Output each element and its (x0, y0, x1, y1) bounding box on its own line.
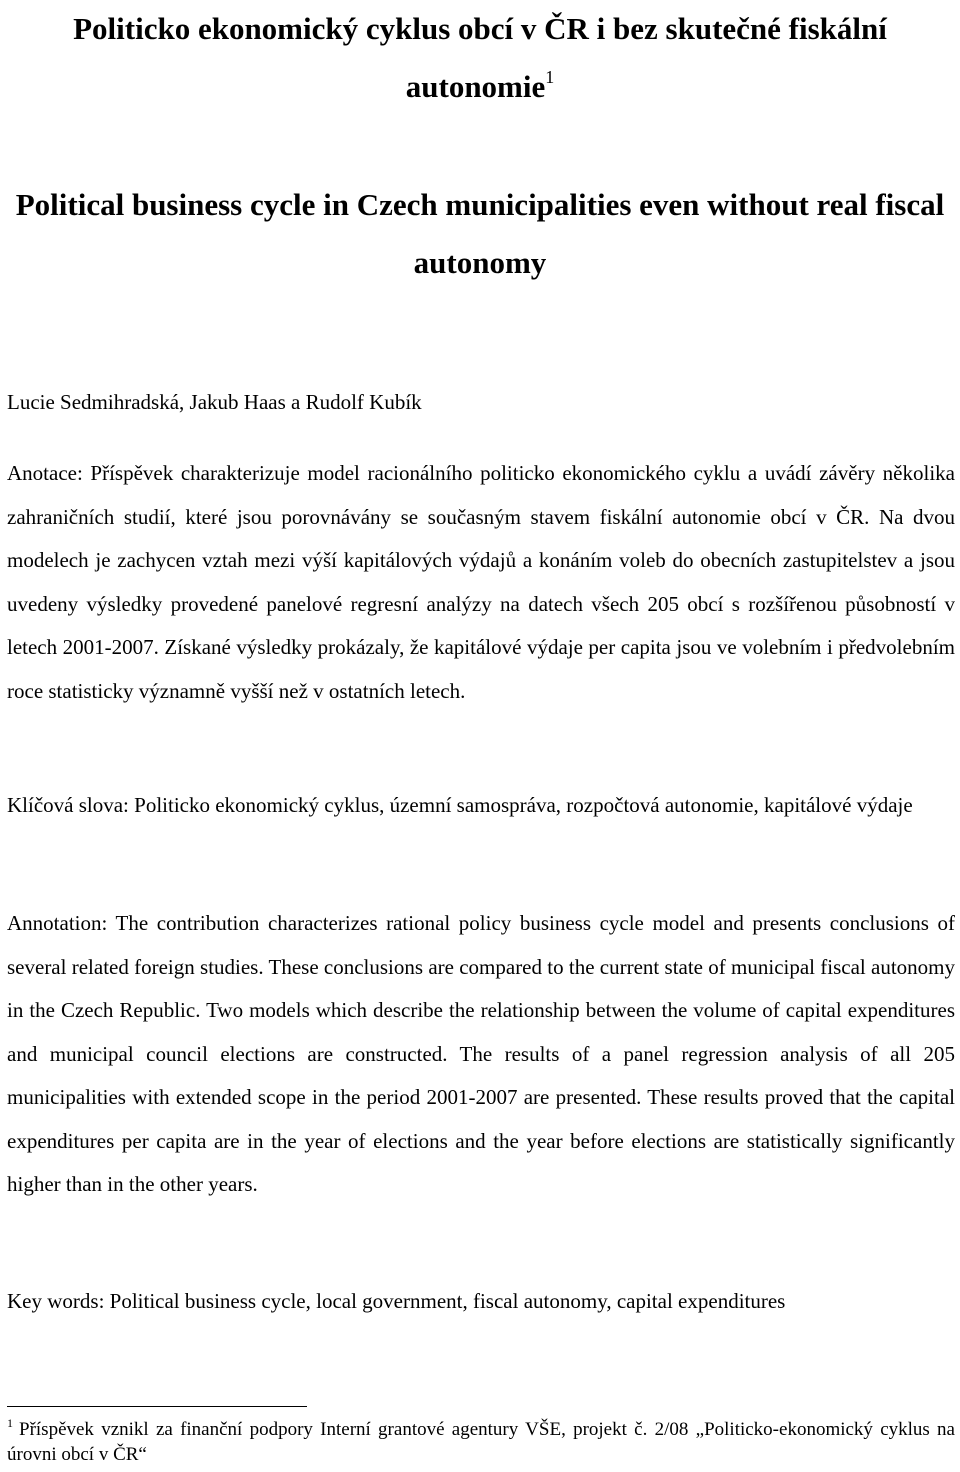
paper-title-czech-text: Politicko ekonomický cyklus obcí v ČR i bez skutečné fiskální autonomie (73, 11, 887, 104)
footnote (7, 1417, 955, 1467)
abstract-czech: Anotace: Příspěvek charakterizuje model racionálního politicko ekonomického cyklu a uvádí závěry několika zahraničních studií, které jsou porovnávány se současným stavem fiskální autonomie obcí v ČR. Na dvou modelech je zachycen vztah mezi výší kapitálových výdajů a konáním voleb do obecních zastupitelstev a jsou uvedeny výsledky provedené panelové regresní analýzy na datech všech 205 obcí s rozšířenou působností v letech 2001-2007. Získané výsledky prokázaly, že kapitálové výdaje per capita jsou ve volebním i předvolebním roce statisticky významně vyšší než v ostatních letech. (7, 461, 955, 703)
paper-title-czech (0, 0, 960, 116)
abstract-english: Annotation: The contribution characterizes rational policy business cycle model and presents conclusions of several related foreign studies. These conclusions are compared to the current state of municipal fiscal autonomy in the Czech Republic. Two models which describe the relationship between the volume of capital expenditures and municipal council elections are constructed. The results of a panel regression analysis of all 205 municipalities with extended scope in the period 2001-2007 are presented. These results proved that the capital expenditures per capita are in the year of elections and the year before elections are statistically significantly higher than in the other years. (7, 911, 955, 1196)
keywords-english: Key words: Political business cycle, local government, fiscal autonomy, capital expenditures (7, 1289, 786, 1313)
footnote-marker: 1 (7, 1416, 13, 1430)
footnote-text: Příspěvek vznikl za finanční podpory Interní grantové agentury VŠE, projekt č. 2/08 „Politicko-ekonomický cyklus na úrovni obcí v ČR“ (7, 1419, 955, 1465)
keywords-czech: Klíčová slova: Politicko ekonomický cyklus, územní samospráva, rozpočtová autonomie, kapitálové výdaje (7, 793, 913, 817)
author-list: Lucie Sedmihradská, Jakub Haas a Rudolf Kubík (7, 390, 422, 414)
title-footnote-marker: 1 (545, 67, 555, 87)
footnote-separator (7, 1406, 307, 1407)
paper-title-english: Political business cycle in Czech municipalities even without real fiscal autonomy (15, 187, 945, 280)
